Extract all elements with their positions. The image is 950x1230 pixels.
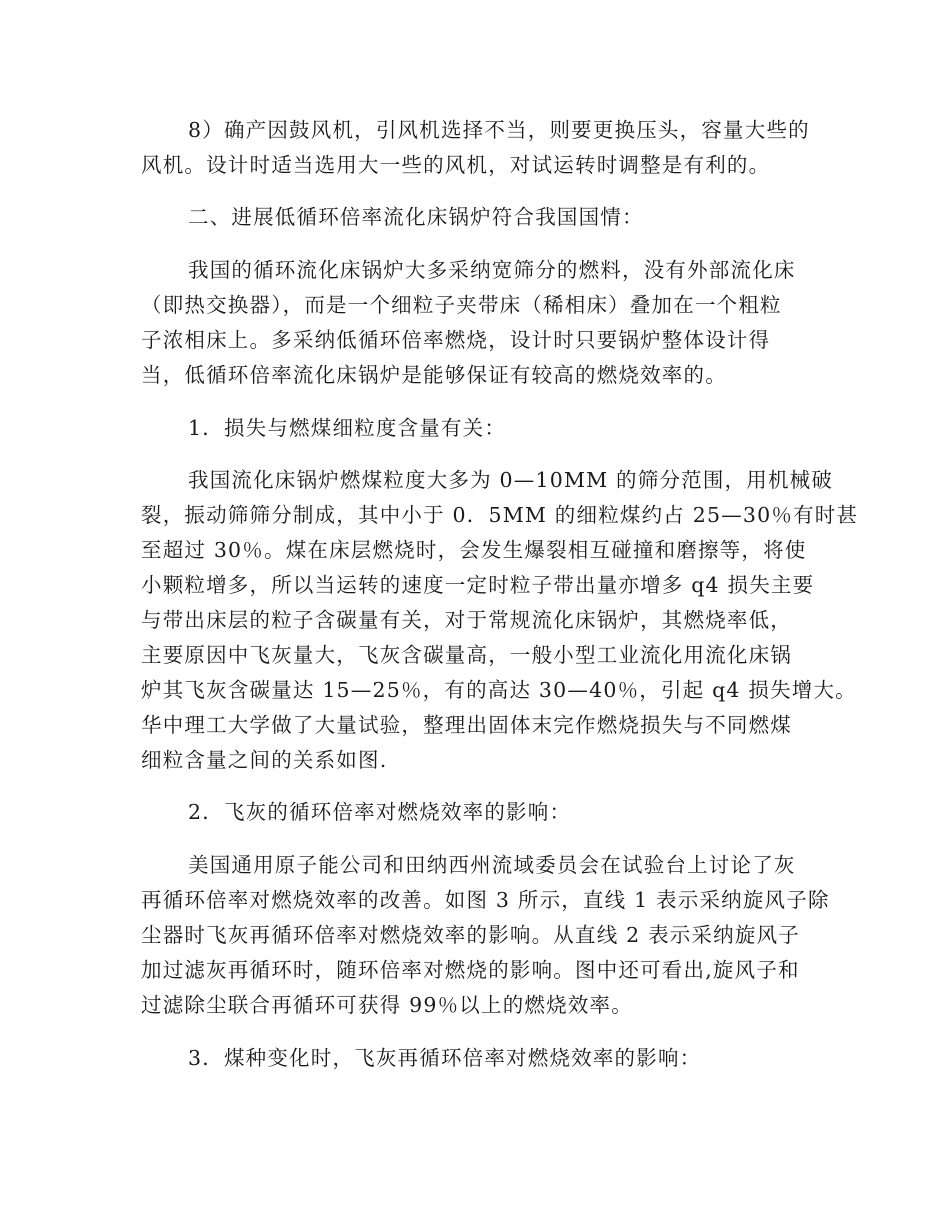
paragraph-line: 炉其飞灰含碳量达 15—25％，有的高达 30—40％，引起 q4 损失增大。 [141,678,857,702]
paragraph-line: 裂，振动筛筛分制成，其中小于 0．5MM 的细粒煤约占 25—30％有时甚 [141,503,859,527]
paragraph-line: 我国的循环流化床锅炉大多采纳宽筛分的燃料，没有外部流化床 [188,258,796,282]
section-heading: 二、进展低循环倍率流化床锅炉符合我国国情： [188,205,644,229]
paragraph-line: 华中理工大学做了大量试验，整理出固体末完作燃烧损失与不同燃煤 [141,713,792,737]
paragraph-line: （即热交换器），而是一个细粒子夹带床（稀相床）叠加在一个粗粒 [141,293,782,317]
paragraph-line: 我国流化床锅炉燃煤粒度大多为 0—10MM 的筛分范围，用机械破 [188,468,834,492]
paragraph-line: 小颗粒增多，所以当运转的速度一定时粒子带出量亦增多 q4 损失主要 [141,573,815,597]
paragraph-line: 主要原因中飞灰量大，飞灰含碳量高，一般小型工业流化用流化床锅 [141,643,792,667]
paragraph-line: 风机。设计时适当选用大一些的风机，对试运转时调整是有利的。 [141,153,771,177]
point-heading: 2．飞灰的循环倍率对燃烧效率的影响： [188,800,572,824]
point-heading: 3．煤种变化时，飞灰再循环倍率对燃烧效率的影响： [188,1046,702,1070]
paragraph-line: 尘器时飞灰再循环倍率对燃烧效率的影响。从直线 2 表示采纳旋风子 [141,923,800,947]
paragraph-line: 至超过 30％。煤在床层燃烧时，会发生爆裂相互碰撞和磨擦等，将使 [141,538,807,562]
paragraph-line: 再循环倍率对燃烧效率的改善。如图 3 所示，直线 1 表示采纳旋风子除 [141,888,830,912]
paragraph-line: 子浓相床上。多采纳低循环倍率燃烧，设计时只要锅炉整体设计得 [141,328,771,352]
paragraph-line: 细粒含量之间的关系如图. [141,748,388,772]
paragraph-line: 8）确产因鼓风机，引风机选择不当，则要更换压头，容量大些的 [188,118,810,142]
paragraph-line: 加过滤灰再循环时，随环倍率对燃烧的影响。图中还可看出,旋风子和 [141,958,800,982]
paragraph-line: 美国通用原子能公司和田纳西州流域委员会在试验台上讨论了灰 [188,853,796,877]
paragraph-line: 与带出床层的粒子含碳量有关，对于常规流化床锅炉，其燃烧率低， [141,608,792,632]
paragraph-line: 过滤除尘联合再循环可获得 99％以上的燃烧效率。 [141,993,633,1017]
point-heading: 1．损失与燃煤细粒度含量有关： [188,416,507,440]
paragraph-line: 当，低循环倍率流化床锅炉是能够保证有较高的燃烧效率的。 [141,363,727,387]
